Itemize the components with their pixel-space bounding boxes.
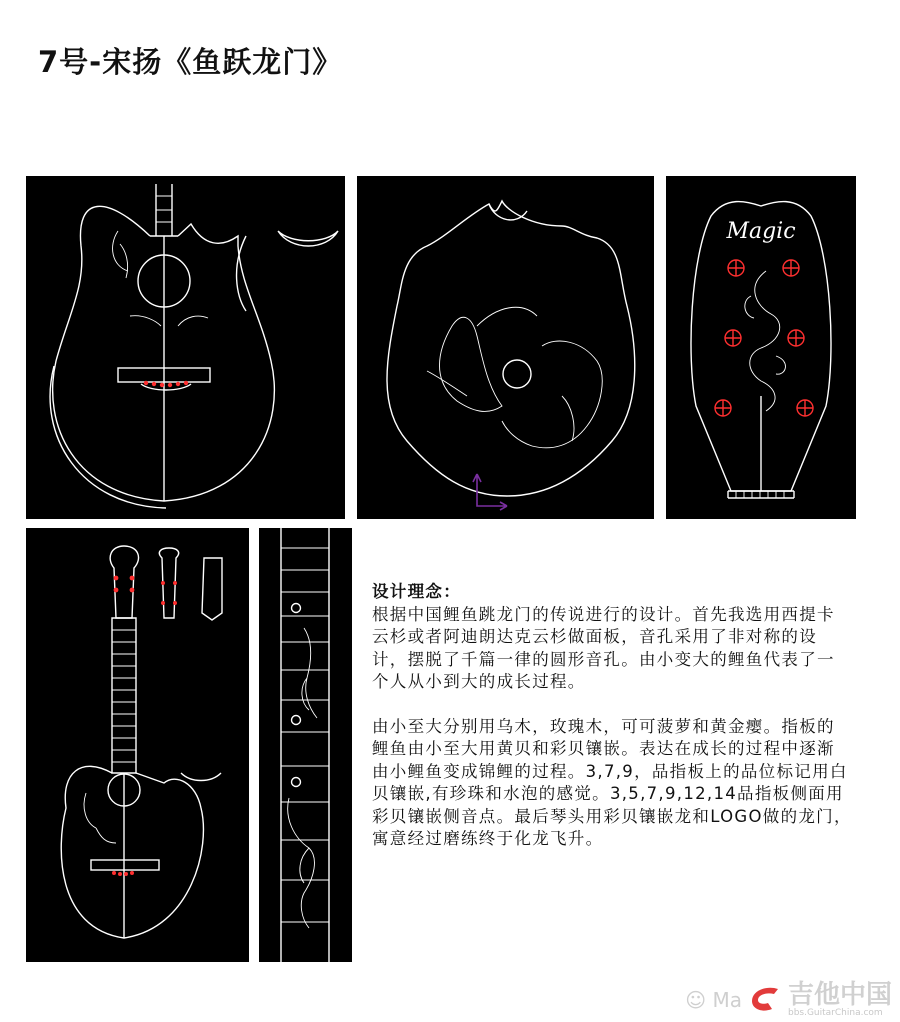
site-name: 吉他中国	[787, 980, 892, 1010]
headstock-drawing	[666, 176, 856, 519]
concept-paragraph-1: 根据中国鲤鱼跳龙门的传说进行的设计。首先我选用西提卡云杉或者阿迪朗达克云杉做面板，音孔采用了非对称的设计，摆脱了千篇一律的圆形音孔。由小变大的鲤鱼代表了一个人从小到大的成长过程。	[372, 604, 835, 691]
weibo-icon: ☺	[685, 988, 707, 1012]
site-url: bbs.GuitarChina.com	[787, 1008, 883, 1018]
headstock-logo: Magic	[726, 219, 796, 244]
page-title: 7号-宋扬《鱼跃龙门》	[38, 45, 343, 79]
guitar-top-drawing	[26, 176, 345, 519]
concept-heading: 设计理念：	[372, 582, 461, 601]
full-guitar-drawing	[26, 528, 249, 962]
site-logo	[788, 982, 892, 1018]
watermark	[685, 982, 892, 1018]
design-concept	[372, 581, 852, 851]
koi-body-drawing	[357, 176, 654, 519]
concept-paragraph-2: 由小至大分别用乌木，玫瑰木，可可菠萝和黄金瘿。指板的鲤鱼由小至大用黄贝和彩贝镶嵌。表达在成长的过程中逐渐由小鲤鱼变成锦鲤的过程。3,7,9，品指板上的品位标记用白贝镶嵌,有珍珠和水泡的感觉。3,5,7,9,12,14品指板侧面用彩贝镶嵌侧音点。最后琴头用彩贝镶嵌龙和LOGO做的龙门，寓意经过磨练终于化龙飞升。	[372, 716, 852, 848]
weibo-text: Ma	[712, 988, 742, 1012]
weibo-watermark	[685, 988, 742, 1012]
fingerboard-drawing	[259, 528, 352, 962]
guitarchina-logo-icon	[748, 985, 782, 1015]
